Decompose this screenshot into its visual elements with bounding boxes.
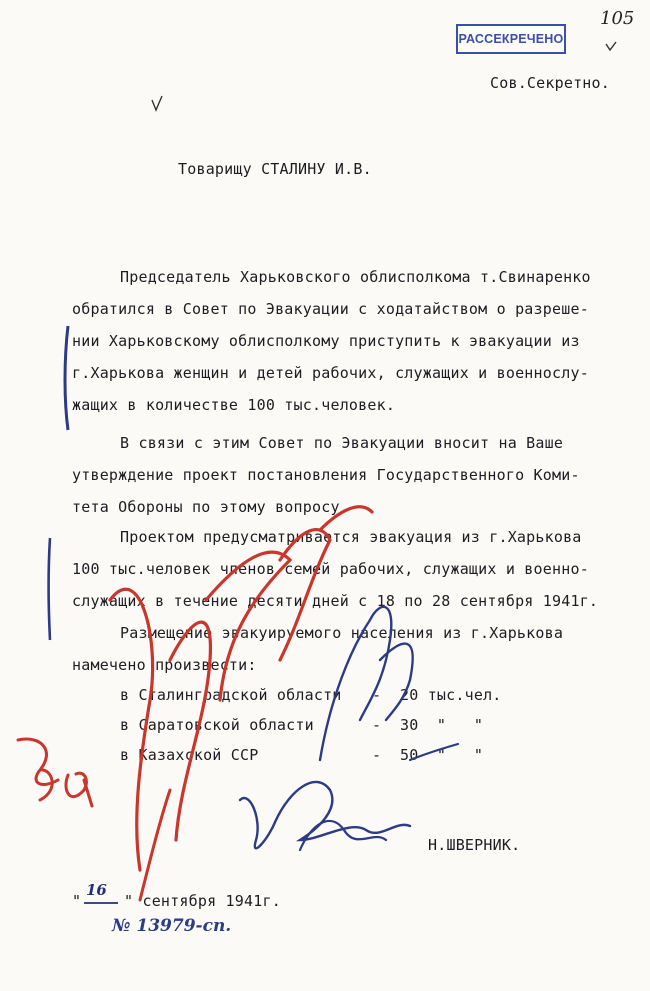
check-mark-icon xyxy=(606,42,616,50)
body-line: г.Харькова женщин и детей рабочих, служащих и военнослу- xyxy=(72,364,589,382)
page-number: 105 xyxy=(600,8,635,29)
allocation-region: в Саратовской области xyxy=(120,716,314,734)
body-line: утверждение проект постановления Государственного Коми- xyxy=(72,466,580,484)
blue-signature xyxy=(300,821,386,850)
body-line: 100 тыс.человек членов семей рабочих, служащих и военно- xyxy=(72,560,589,578)
date-day: 16 xyxy=(86,881,107,899)
margin-bracket xyxy=(49,538,51,640)
red-resolution-za xyxy=(18,739,92,806)
body-line: Размещение эвакуируемого населения из г.Харькова xyxy=(120,624,564,642)
body-line: тета Обороны по этому вопросу. xyxy=(72,498,349,516)
body-line: служащих в течение десяти дней с 18 по 28 сентября 1941г. xyxy=(72,592,599,610)
serial-number: № 13979-сп. xyxy=(112,916,232,936)
addressee: Товарищу СТАЛИНУ И.В. xyxy=(178,160,372,178)
signatory-name: Н.ШВЕРНИК. xyxy=(428,836,521,854)
body-line: В связи с этим Совет по Эвакуации вносит на Ваше xyxy=(120,434,564,452)
body-line: обратился в Совет по Эвакуации с ходатайством о разреше- xyxy=(72,300,589,318)
date-text: " сентября 1941г. xyxy=(124,892,281,910)
allocation-region: в Казахской ССР xyxy=(120,746,259,764)
blue-signature xyxy=(240,782,410,848)
date-open-quote: " xyxy=(72,892,82,910)
allocation-dash: - xyxy=(372,716,382,734)
red-signature-flourish xyxy=(140,790,170,900)
allocation-value: 30 " " xyxy=(400,716,484,734)
body-line: намечено произвести: xyxy=(72,656,257,674)
declassified-stamp: РАССЕКРЕЧЕНО xyxy=(456,24,566,54)
check-mark-icon xyxy=(152,96,162,110)
allocation-value: 20 тыс.чел. xyxy=(400,686,502,704)
allocation-value: 50 " " xyxy=(400,746,484,764)
classification-mark: Сов.Секретно. xyxy=(490,74,610,92)
allocation-region: в Сталинградской области xyxy=(120,686,342,704)
allocation-dash: - xyxy=(372,686,382,704)
body-line: Председатель Харьковского облисполкома т.Свинаренко xyxy=(120,268,591,286)
body-line: нии Харьковскому облисполкому приступить к эвакуации из xyxy=(72,332,580,350)
allocation-dash: - xyxy=(372,746,382,764)
body-line: Проектом предусматривается эвакуация из г.Харькова xyxy=(120,528,582,546)
margin-bracket xyxy=(65,326,68,430)
body-line: жащих в количестве 100 тыс.человек. xyxy=(72,396,396,414)
